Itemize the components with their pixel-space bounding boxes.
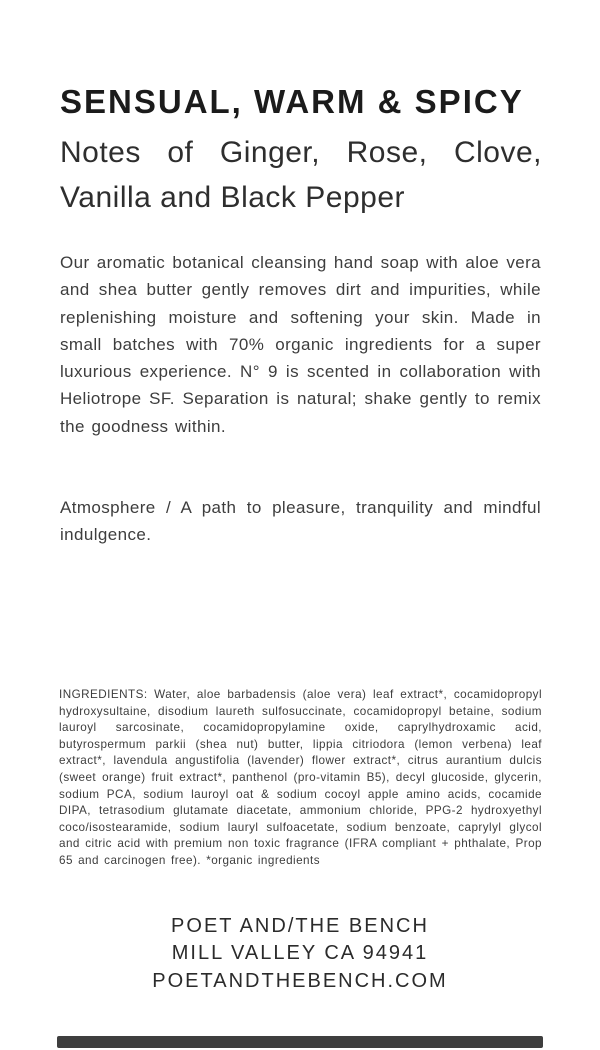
brand-footer <box>0 913 600 995</box>
horizontal-scrollbar-thumb[interactable] <box>57 1036 543 1048</box>
scent-notes-line2: Vanilla and Black Pepper <box>60 181 405 214</box>
scent-notes <box>60 130 542 220</box>
product-description: Our aromatic botanical cleansing hand soap with aloe vera and shea butter gently removes dirt and impurities, while replenishing moisture and softening your skin. Made in small batches with 70% organic ingredients for a super luxurious experience. N° 9 is scented in collaboration with Heliotrope SF. Separation is natural; shake gently to remix the goodness within. <box>60 253 541 436</box>
brand-website: POETANDTHEBENCH.COM <box>152 969 448 992</box>
scent-notes-line1: Notes of Ginger, Rose, Clove, <box>60 136 542 169</box>
ingredients-list: INGREDIENTS: Water, aloe barbadensis (aloe vera) leaf extract*, cocamidopropyl hydroxysultaine, disodium laureth sulfosuccinate, cocamidopropyl betaine, sodium lauroyl sarcosinate, cocamidopropylamine oxide, caprylhydroxamic acid, butyrospermum parkii (shea nut) butter, lippia citriodora (lemon verbena) leaf extract*, lavendula angustifolia (lavender) flower extract*, citrus aurantium dulcis (sweet orange) fruit extract*, panthenol (pro-vitamin B5), decyl glucoside, glycerin, sodium PCA, sodium lauroyl oat & sodium cocoyl apple amino acids, cocamide DIPA, tetrasodium glutamate diacetate, ammonium chloride, PPG-2 hydroxyethyl coco/isostearamide, sodium lauryl sulfoacetate, sodium benzoate, caprylyl glycol and citric acid with premium non toxic fragrance (IFRA compliant + phthalate, Prop 65 and carcinogen free). *organic ingredients <box>59 688 542 867</box>
product-title: SENSUAL, WARM & SPICY <box>60 83 524 120</box>
brand-location: MILL VALLEY CA 94941 <box>171 942 429 965</box>
atmosphere-note: Atmosphere / A path to pleasure, tranquility and mindful indulgence. <box>60 498 541 545</box>
brand-name: POET AND/THE BENCH <box>171 915 429 937</box>
